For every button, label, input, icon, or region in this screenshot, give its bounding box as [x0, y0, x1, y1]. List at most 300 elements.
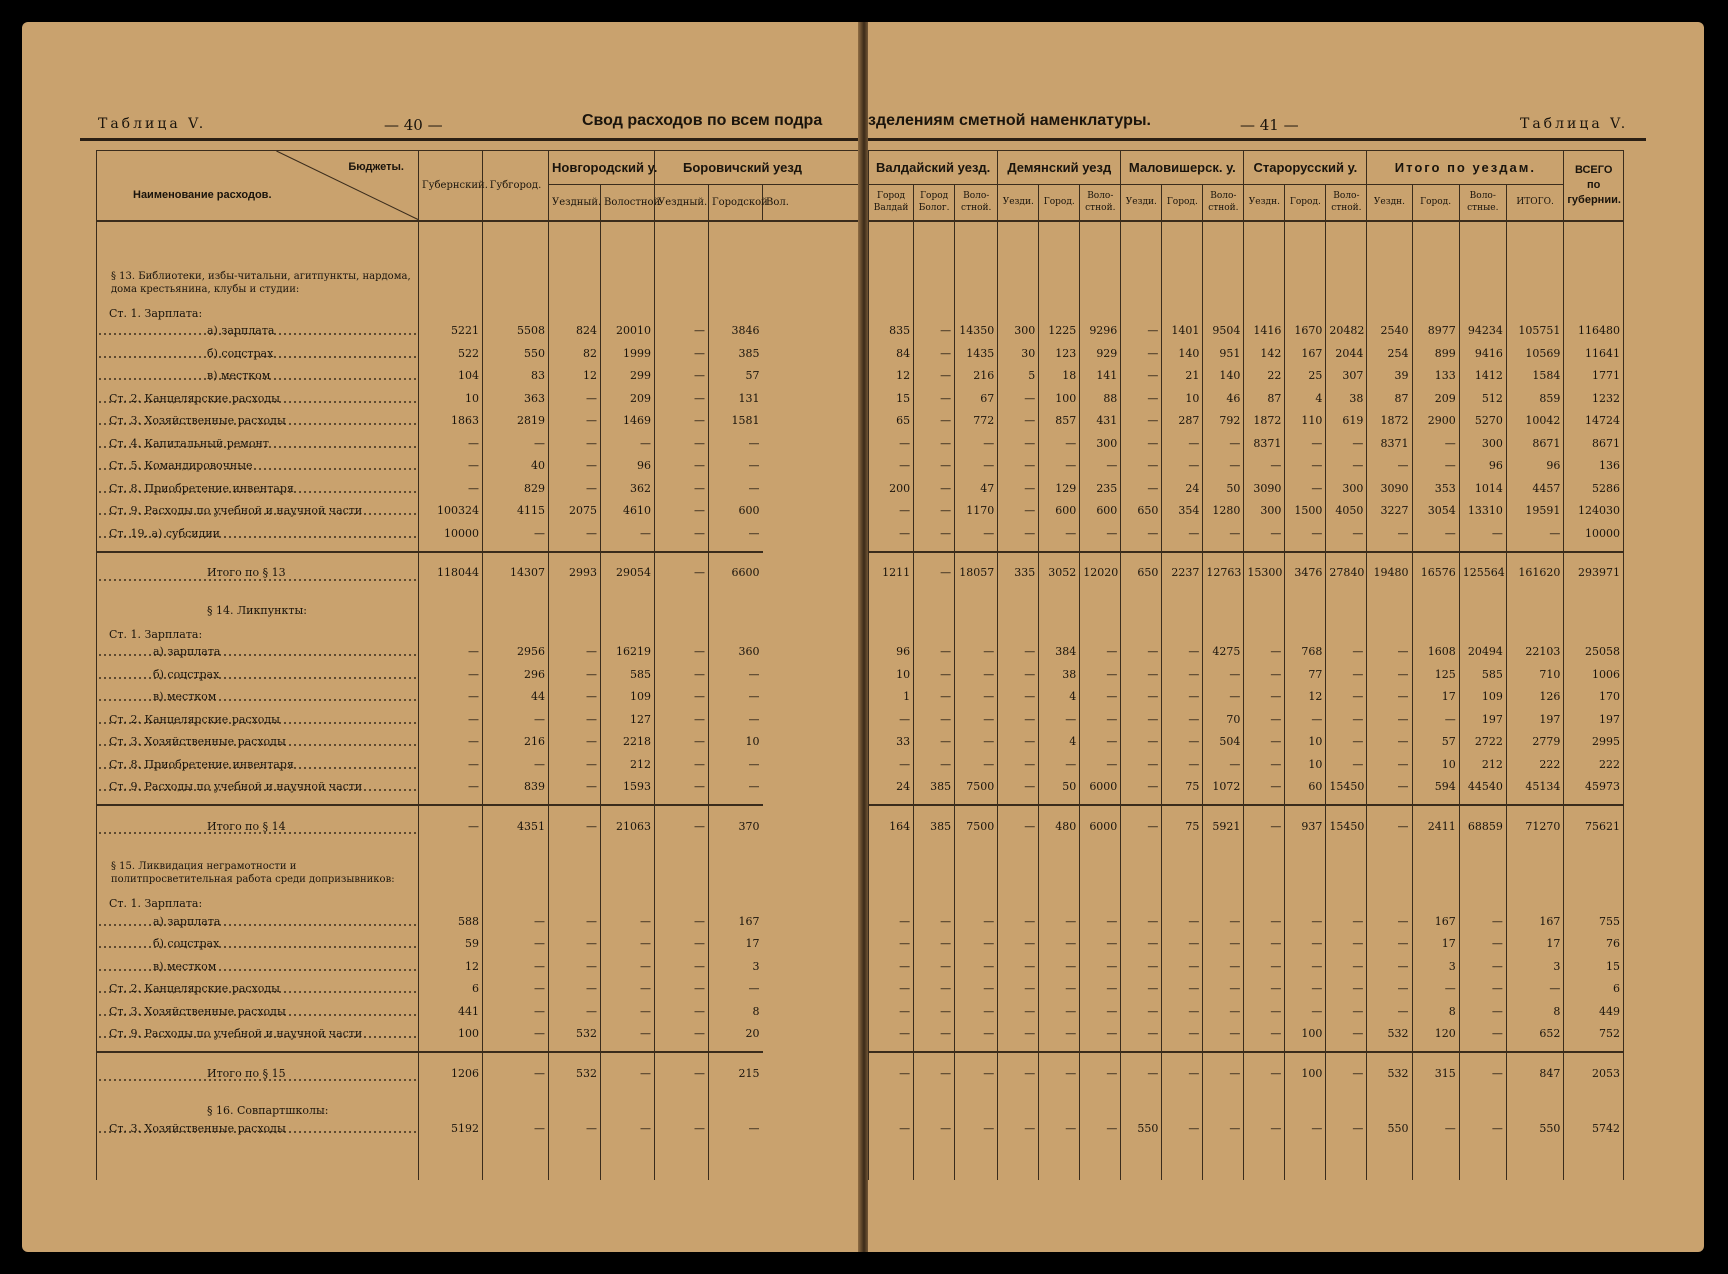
right-value-cell: 197: [1564, 708, 1624, 731]
right-value-cell: 1872: [1244, 410, 1285, 433]
right-value-cell: [955, 846, 998, 886]
left-value-cell: —: [549, 910, 601, 933]
right-value-cell: 22: [1244, 365, 1285, 388]
right-value-cell: —: [998, 910, 1039, 933]
right-value-cell: 7500: [955, 776, 998, 799]
right-value-cell: 8371: [1244, 432, 1285, 455]
left-value-cell: —: [709, 663, 763, 686]
table-row: [97, 663, 863, 686]
right-value-cell: [1080, 886, 1121, 910]
right-value-cell: [1412, 798, 1459, 805]
row-label: б) соцстрах: [97, 342, 419, 365]
left-value-cell: 1469: [601, 410, 655, 433]
right-value-cell: —: [914, 552, 955, 593]
table-row: [869, 846, 1624, 886]
table-row: [869, 500, 1624, 523]
right-value-cell: [1039, 846, 1080, 886]
right-value-cell: —: [1326, 753, 1367, 776]
left-value-cell: [709, 1093, 763, 1117]
right-value-cell: [1326, 221, 1367, 256]
table-row: [869, 365, 1624, 388]
right-value-cell: —: [1367, 955, 1412, 978]
left-value-cell: 2956: [483, 641, 549, 664]
right-value-cell: [1080, 617, 1121, 641]
right-value-cell: —: [1162, 663, 1203, 686]
left-value-cell: [549, 846, 601, 886]
right-value-cell: —: [998, 933, 1039, 956]
right-value-cell: 125: [1412, 663, 1459, 686]
right-value-cell: —: [914, 477, 955, 500]
right-value-cell: 94234: [1459, 320, 1506, 343]
right-value-cell: 10: [1162, 387, 1203, 410]
left-value-cell: [419, 1045, 483, 1052]
right-value-cell: —: [1162, 978, 1203, 1001]
row-label: [97, 221, 419, 256]
right-value-cell: [1326, 846, 1367, 886]
right-value-cell: 10: [1285, 731, 1326, 754]
right-value-cell: 3227: [1367, 500, 1412, 523]
right-value-cell: 1416: [1244, 320, 1285, 343]
right-value-cell: 161620: [1506, 552, 1563, 593]
right-value-cell: —: [914, 731, 955, 754]
table-row: [97, 1117, 863, 1140]
left-value-cell: —: [549, 387, 601, 410]
right-value-cell: [1080, 1045, 1121, 1052]
table-row: [869, 805, 1624, 846]
right-value-cell: [1244, 1093, 1285, 1117]
right-value-cell: 3: [1506, 955, 1563, 978]
left-top-rule: [80, 138, 862, 141]
right-value-cell: [1285, 1093, 1326, 1117]
left-value-cell: [601, 221, 655, 256]
left-value-cell: 215: [709, 1052, 763, 1093]
left-value-cell: [549, 886, 601, 910]
left-value-cell: [601, 256, 655, 296]
right-value-cell: 167: [1285, 342, 1326, 365]
right-value-cell: —: [1244, 641, 1285, 664]
right-value-cell: [998, 798, 1039, 805]
table-row: [97, 296, 863, 320]
right-value-cell: —: [955, 731, 998, 754]
left-value-cell: 360: [709, 641, 763, 664]
left-value-cell: —: [601, 933, 655, 956]
right-value-cell: 76: [1564, 933, 1624, 956]
right-value-cell: 385: [914, 805, 955, 846]
left-value-cell: [419, 593, 483, 617]
left-value-cell: 5192: [419, 1117, 483, 1140]
left-value-cell: 839: [483, 776, 549, 799]
right-value-cell: [1203, 545, 1244, 552]
right-value-cell: [1162, 545, 1203, 552]
right-value-cell: —: [955, 910, 998, 933]
row-label: Ст. 3. Хозяйственные расходы: [97, 1117, 419, 1140]
right-value-cell: 847: [1506, 1052, 1563, 1093]
left-value-cell: 1581: [709, 410, 763, 433]
table-row: [97, 617, 863, 641]
right-value-cell: [1162, 886, 1203, 910]
left-value-cell: —: [601, 955, 655, 978]
right-value-cell: 44540: [1459, 776, 1506, 799]
right-value-cell: [1203, 846, 1244, 886]
right-value-cell: 899: [1412, 342, 1459, 365]
left-value-cell: [601, 593, 655, 617]
right-value-cell: —: [1162, 910, 1203, 933]
right-value-cell: —: [998, 477, 1039, 500]
left-value-cell: —: [601, 522, 655, 545]
right-value-cell: 18: [1039, 365, 1080, 388]
left-value-cell: —: [419, 663, 483, 686]
right-value-cell: 142: [1244, 342, 1285, 365]
table-row: [97, 545, 863, 552]
table-row: [869, 522, 1624, 545]
right-value-cell: —: [1459, 978, 1506, 1001]
right-value-cell: —: [1039, 1117, 1080, 1140]
right-value-cell: —: [1162, 641, 1203, 664]
right-value-cell: [1080, 296, 1121, 320]
right-value-cell: [1564, 1093, 1624, 1117]
left-value-cell: —: [483, 753, 549, 776]
left-value-cell: —: [655, 1023, 709, 1046]
col-borovichi-volost: Вол.: [763, 185, 863, 221]
right-value-cell: 1211: [869, 552, 914, 593]
left-value-cell: —: [655, 686, 709, 709]
right-value-cell: [1080, 1093, 1121, 1117]
right-value-cell: [1285, 886, 1326, 910]
table-row: [97, 552, 863, 593]
right-value-cell: [1326, 593, 1367, 617]
right-value-cell: —: [1039, 708, 1080, 731]
row-label: § 13. Библиотеки, избы-читальни, агитпункты, нардома, дома крестьянина, клубы и студии:: [97, 256, 419, 296]
right-value-cell: —: [1244, 1000, 1285, 1023]
right-value-cell: 8: [1412, 1000, 1459, 1023]
right-value-cell: —: [1244, 805, 1285, 846]
right-value-cell: [1506, 1045, 1563, 1052]
right-value-cell: [1162, 1045, 1203, 1052]
left-value-cell: [549, 1045, 601, 1052]
right-value-cell: 19480: [1367, 552, 1412, 593]
right-value-cell: —: [869, 933, 914, 956]
left-value-cell: 522: [419, 342, 483, 365]
right-value-cell: 12763: [1203, 552, 1244, 593]
left-value-cell: [419, 617, 483, 641]
table-row: [97, 1000, 863, 1023]
left-value-cell: —: [655, 978, 709, 1001]
right-value-cell: [914, 798, 955, 805]
right-value-cell: [955, 1045, 998, 1052]
right-value-cell: [1039, 545, 1080, 552]
right-value-cell: 65: [869, 410, 914, 433]
right-value-cell: 2722: [1459, 731, 1506, 754]
right-subheader: Город.: [1412, 185, 1459, 221]
left-value-cell: 127: [601, 708, 655, 731]
right-value-cell: 2411: [1412, 805, 1459, 846]
right-value-cell: —: [998, 731, 1039, 754]
right-value-cell: 116480: [1564, 320, 1624, 343]
right-value-cell: —: [998, 500, 1039, 523]
right-value-cell: 1412: [1459, 365, 1506, 388]
right-value-cell: 11641: [1564, 342, 1624, 365]
right-value-cell: —: [1080, 1052, 1121, 1093]
right-value-cell: —: [1326, 708, 1367, 731]
left-value-cell: 829: [483, 477, 549, 500]
right-value-cell: 77: [1285, 663, 1326, 686]
right-value-cell: 3054: [1412, 500, 1459, 523]
left-value-cell: —: [549, 686, 601, 709]
left-value-cell: 83: [483, 365, 549, 388]
right-value-cell: 7500: [955, 805, 998, 846]
right-value-cell: [1039, 256, 1080, 296]
right-value-cell: [1121, 886, 1162, 910]
right-value-cell: 354: [1162, 500, 1203, 523]
right-value-cell: —: [955, 686, 998, 709]
right-value-cell: [1080, 545, 1121, 552]
right-value-cell: —: [1285, 522, 1326, 545]
right-value-cell: [914, 886, 955, 910]
right-value-cell: [1459, 846, 1506, 886]
right-value-cell: —: [914, 978, 955, 1001]
right-value-cell: [1506, 256, 1563, 296]
right-value-cell: [914, 593, 955, 617]
left-value-cell: —: [549, 753, 601, 776]
right-value-cell: —: [1203, 663, 1244, 686]
table-row: [869, 552, 1624, 593]
right-value-cell: [1162, 296, 1203, 320]
row-label: Ст. 8. Приобретение инвентаря: [97, 753, 419, 776]
right-value-cell: [1162, 617, 1203, 641]
right-value-cell: 5286: [1564, 477, 1624, 500]
right-value-cell: —: [869, 432, 914, 455]
right-value-cell: [1203, 798, 1244, 805]
right-value-cell: 2995: [1564, 731, 1624, 754]
right-value-cell: [1412, 886, 1459, 910]
left-value-cell: [419, 1093, 483, 1117]
right-value-cell: 167: [1506, 910, 1563, 933]
right-value-cell: —: [1367, 910, 1412, 933]
right-value-cell: [869, 1093, 914, 1117]
right-value-cell: 129: [1039, 477, 1080, 500]
left-value-cell: [419, 886, 483, 910]
left-value-cell: 3: [709, 955, 763, 978]
right-value-cell: 17: [1412, 686, 1459, 709]
table-row: [97, 387, 863, 410]
table-row: [97, 641, 863, 664]
left-value-cell: —: [655, 387, 709, 410]
left-value-cell: 385: [709, 342, 763, 365]
left-value-cell: —: [549, 776, 601, 799]
right-value-cell: —: [1121, 365, 1162, 388]
right-value-cell: 532: [1367, 1023, 1412, 1046]
right-value-cell: 46: [1203, 387, 1244, 410]
right-value-cell: 9416: [1459, 342, 1506, 365]
right-value-cell: [1203, 296, 1244, 320]
right-value-cell: 300: [1326, 477, 1367, 500]
right-value-cell: 650: [1121, 552, 1162, 593]
right-value-cell: —: [1367, 776, 1412, 799]
left-value-cell: —: [419, 731, 483, 754]
left-value-cell: —: [655, 410, 709, 433]
right-value-cell: [1162, 846, 1203, 886]
row-label: Ст. 3. Хозяйственные расходы: [97, 1000, 419, 1023]
right-value-cell: —: [1121, 776, 1162, 799]
left-value-cell: —: [655, 753, 709, 776]
right-value-cell: [869, 617, 914, 641]
left-value-cell: [709, 256, 763, 296]
filler-row: [869, 1140, 1624, 1180]
row-label: Ст. 1. Зарплата:: [97, 886, 419, 910]
left-value-cell: —: [709, 776, 763, 799]
right-value-cell: [869, 846, 914, 886]
right-value-cell: —: [998, 776, 1039, 799]
right-value-cell: —: [955, 1023, 998, 1046]
right-value-cell: [955, 593, 998, 617]
right-value-cell: —: [955, 663, 998, 686]
right-value-cell: [869, 1045, 914, 1052]
left-value-cell: 4610: [601, 500, 655, 523]
right-value-cell: 10042: [1506, 410, 1563, 433]
right-value-cell: 1435: [955, 342, 998, 365]
right-table-label: Таблица V.: [1520, 116, 1629, 132]
col-borovichi: Боровичский уезд: [655, 151, 863, 185]
right-value-cell: —: [998, 663, 1039, 686]
right-value-cell: 124030: [1564, 500, 1624, 523]
right-value-cell: 27840: [1326, 552, 1367, 593]
row-label: б) соцстрах: [97, 933, 419, 956]
left-value-cell: 588: [419, 910, 483, 933]
right-subheader: Город.: [1039, 185, 1080, 221]
right-value-cell: 12: [869, 365, 914, 388]
right-value-cell: —: [1162, 522, 1203, 545]
right-value-cell: —: [1203, 455, 1244, 478]
right-value-cell: [1285, 296, 1326, 320]
right-value-cell: [1506, 593, 1563, 617]
table-row: [869, 545, 1624, 552]
table-row: [869, 342, 1624, 365]
table-row: [97, 342, 863, 365]
right-value-cell: —: [1080, 910, 1121, 933]
right-value-cell: 12020: [1080, 552, 1121, 593]
right-value-cell: 1401: [1162, 320, 1203, 343]
right-value-cell: —: [1244, 522, 1285, 545]
left-value-cell: —: [549, 432, 601, 455]
row-label: а) зарплата: [97, 320, 419, 343]
right-value-cell: 929: [1080, 342, 1121, 365]
left-value-cell: —: [709, 708, 763, 731]
right-value-cell: [869, 256, 914, 296]
right-value-cell: [998, 1093, 1039, 1117]
right-value-cell: —: [1367, 686, 1412, 709]
right-value-cell: —: [1121, 387, 1162, 410]
left-value-cell: 2218: [601, 731, 655, 754]
right-value-cell: —: [1326, 641, 1367, 664]
right-value-cell: —: [1412, 1117, 1459, 1140]
right-value-cell: [1506, 886, 1563, 910]
right-value-cell: 3090: [1367, 477, 1412, 500]
left-value-cell: 296: [483, 663, 549, 686]
right-value-cell: —: [914, 432, 955, 455]
right-value-cell: [1244, 886, 1285, 910]
right-value-cell: —: [1244, 1052, 1285, 1093]
right-subheader: Воло-стной.: [1326, 185, 1367, 221]
right-value-cell: 105751: [1506, 320, 1563, 343]
right-value-cell: 1608: [1412, 641, 1459, 664]
right-value-cell: —: [869, 910, 914, 933]
right-value-cell: 38: [1326, 387, 1367, 410]
right-value-cell: [1080, 798, 1121, 805]
right-value-cell: —: [955, 978, 998, 1001]
table-row: [869, 955, 1624, 978]
right-value-cell: [1285, 1045, 1326, 1052]
left-value-cell: —: [601, 910, 655, 933]
left-value-cell: 96: [601, 455, 655, 478]
right-value-cell: 300: [1244, 500, 1285, 523]
right-value-cell: —: [1367, 522, 1412, 545]
right-value-cell: —: [955, 641, 998, 664]
right-value-cell: 33: [869, 731, 914, 754]
row-label: Итого по § 14: [97, 805, 419, 846]
left-value-cell: [601, 798, 655, 805]
right-value-cell: [1412, 1093, 1459, 1117]
table-row: [869, 617, 1624, 641]
left-value-cell: 216: [483, 731, 549, 754]
right-value-cell: —: [955, 708, 998, 731]
right-value-cell: 8: [1506, 1000, 1563, 1023]
right-value-cell: —: [869, 708, 914, 731]
right-value-cell: 4050: [1326, 500, 1367, 523]
right-value-cell: 8671: [1564, 432, 1624, 455]
right-subheader: Город Валдай: [869, 185, 914, 221]
right-value-cell: [1412, 846, 1459, 886]
right-value-cell: —: [998, 805, 1039, 846]
right-value-cell: —: [1039, 1052, 1080, 1093]
right-value-cell: 197: [1506, 708, 1563, 731]
right-value-cell: [998, 296, 1039, 320]
right-value-cell: [1121, 593, 1162, 617]
right-value-cell: 109: [1459, 686, 1506, 709]
right-value-cell: —: [1121, 1000, 1162, 1023]
left-value-cell: [655, 221, 709, 256]
corner-budgets-label: Бюджеты.: [348, 161, 404, 173]
col-demyansk: Демянский уезд: [998, 151, 1121, 185]
left-value-cell: —: [709, 455, 763, 478]
row-label: § 16. Совпартшколы:: [97, 1093, 419, 1117]
right-value-cell: 16576: [1412, 552, 1459, 593]
left-value-cell: —: [419, 805, 483, 846]
right-value-cell: [1203, 1093, 1244, 1117]
right-value-cell: —: [1039, 432, 1080, 455]
right-value-cell: [1039, 296, 1080, 320]
right-page: [868, 22, 1704, 1252]
table-row: [869, 410, 1624, 433]
left-value-cell: [549, 221, 601, 256]
left-value-cell: —: [655, 776, 709, 799]
left-table-label: Таблица V.: [98, 116, 207, 132]
row-label: Ст. 2. Канцелярские расходы: [97, 978, 419, 1001]
left-value-cell: —: [483, 1052, 549, 1093]
left-value-cell: [419, 221, 483, 256]
right-value-cell: —: [1459, 522, 1506, 545]
right-value-cell: 449: [1564, 1000, 1624, 1023]
right-value-cell: —: [1162, 708, 1203, 731]
right-value-cell: —: [998, 978, 1039, 1001]
right-value-cell: [1326, 886, 1367, 910]
right-value-cell: —: [1244, 686, 1285, 709]
left-value-cell: 44: [483, 686, 549, 709]
right-value-cell: 84: [869, 342, 914, 365]
left-value-cell: [601, 617, 655, 641]
right-value-cell: 209: [1412, 387, 1459, 410]
right-value-cell: [1506, 617, 1563, 641]
table-row: [869, 1117, 1624, 1140]
